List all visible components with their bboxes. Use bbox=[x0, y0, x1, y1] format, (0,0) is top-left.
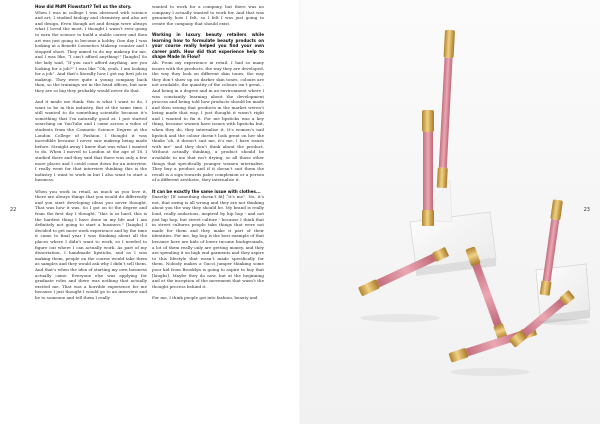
page-number-right: 23 bbox=[583, 207, 590, 213]
interview-question: It can be exactly the same issue with clothes... bbox=[152, 188, 261, 194]
body-paragraph: For me, I think people got into fashion, beauty and bbox=[152, 294, 258, 300]
spine-gutter bbox=[299, 0, 301, 424]
interview-question: Working in luxury beauty retailers while learning how to formulate beauty products on your course really helped you find your own career path. How did that experience help to shape Made In Flow? bbox=[152, 31, 264, 60]
page-number-left: 22 bbox=[10, 207, 17, 213]
body-paragraph: wanted to work for a company, but there was no company I actually wanted to work for. And that was genuinely how I felt, so I felt I was just going to create the company that should exist. bbox=[152, 4, 264, 26]
lipstick-photo bbox=[300, 0, 600, 424]
body-paragraph: When you work in retail, as much as you love it, there are always things that you would do differently and you start developing ideas you never thought. That was how it was. So I got on to the degree and from the first day I thought, “this is so hard, this is the hardest thing I have done in my life and I am definitely not going to start a business.” [laughs] I decided to get more work experience and by the time it came to final year I was thinking about all the places where I didn’t want to work, so I needed to figure out where I can actually work. As part of my dissertation, I handmade lipsticks, and as I was making them, people on the course would take them as samples and they would ask why I didn’t sell them. And that’s when the idea of starting my own business actually came. Everyone else was applying for graduate roles and there was nothing that actually excited me. That was a horrible experience for me because I just thought I would go to an interview and lie to someone and tell them I really bbox=[35, 188, 147, 300]
body-paragraph: And it made me think: this is what I want to do, I want to be in this industry. But at the same time, I still wanted to do something scientific because it’s something that I’m naturally good at. I just started searching on YouTube and I came across a video of students from the Cosmetic Science Degree at the London College of Fashion. I thought it was incredible because I never saw makeup being made before. Straight away I knew that was what I wanted to do. When I moved to London at the age of 18, I studied there and they said that there was only a few more places and I could come down for an interview. I really went for that interview thinking this is the industry I want to work in but I also want to start a business. bbox=[35, 99, 147, 183]
body-paragraph: Ah. From my experience in retail, I had so many issues with the products, the way they are developed, the way they look on different skin tones, the way they don’t show up on darker skin tones, colours are not available, the quantity of the colours isn’t great… And being in a degree and in an environment where I was constantly learning about the development process and being told how products should be made and then seeing that products in the market weren’t being made that way, I just thought it wasn’t right and I wanted to fix it. For me lipsticks was a key thing, because women have issues with lipsticks but, when they do, they internalise it. It’s women’s nail lipstick and the colour doesn’t look great on her she thinks ‘oh, it doesn’t suit me, it’s me, I have issues with me” and they don’t think about the product. Without actually thinking, a product should be available to me that isn’t drying, or all those other things that specifically younger women internalise. They buy a product and if it doesn’t suit them the result is a sign towards paler complexion or a person of a different aesthetic, they internalise it. bbox=[152, 59, 264, 183]
text-column-1 bbox=[35, 4, 147, 306]
text-column-2 bbox=[152, 4, 264, 306]
lipstick-upright bbox=[422, 110, 434, 226]
body-paragraph: Exactly! [If something doesn’t fit] “it’s me”. No, it’s not, that sizing is all wrong and they are not thinking about you the way they should be. My brand is really loud, really audacious, inspired by hip hop - and not just hip hop, but street culture - because I think that in street cultures people take things that were not made for them and they make it part of their identities. For me, hip hop is the best example of that because here are kids of lower income backgrounds, a lot of them really only are getting money, and they are spending it on high end garments and they aspire to this lifestyle that wasn’t made specifically for them. Nobody makes a Gucci jumper thinking some poor kid from Brooklyn is going to aspire to buy that [laughs]. Maybe they do now, but at the beginning and at the inception of the movement that wasn’t the thought process behind it. bbox=[152, 194, 264, 289]
body-paragraph: When I was in college I was obsessed with science and art; I studied biology and chemistry and also art and design. Even though art and design were always what I loved the most, I thought I wasn’t ever going to earn the science to build a stable career and then art was just going to become a hobby. One day I was looking at a Benefit Cosmetics Makeup counter and I stopped short. They aimed to do my makeup for me, and I was like, “I can’t afford anything!” [laughs] So the lady said, “If you can’t afford anything, are you looking for a job?” I was like “Ok, yeah, I am looking for a job”. And that’s literally how I got my first job in makeup. They were quite a young company back then, so the trainings we in the head offices, but now they are so big they probably would never do that. bbox=[35, 9, 147, 93]
interview-question: How did MdM Flowstart? Tell us the story. bbox=[35, 4, 132, 9]
right-page bbox=[300, 0, 600, 424]
